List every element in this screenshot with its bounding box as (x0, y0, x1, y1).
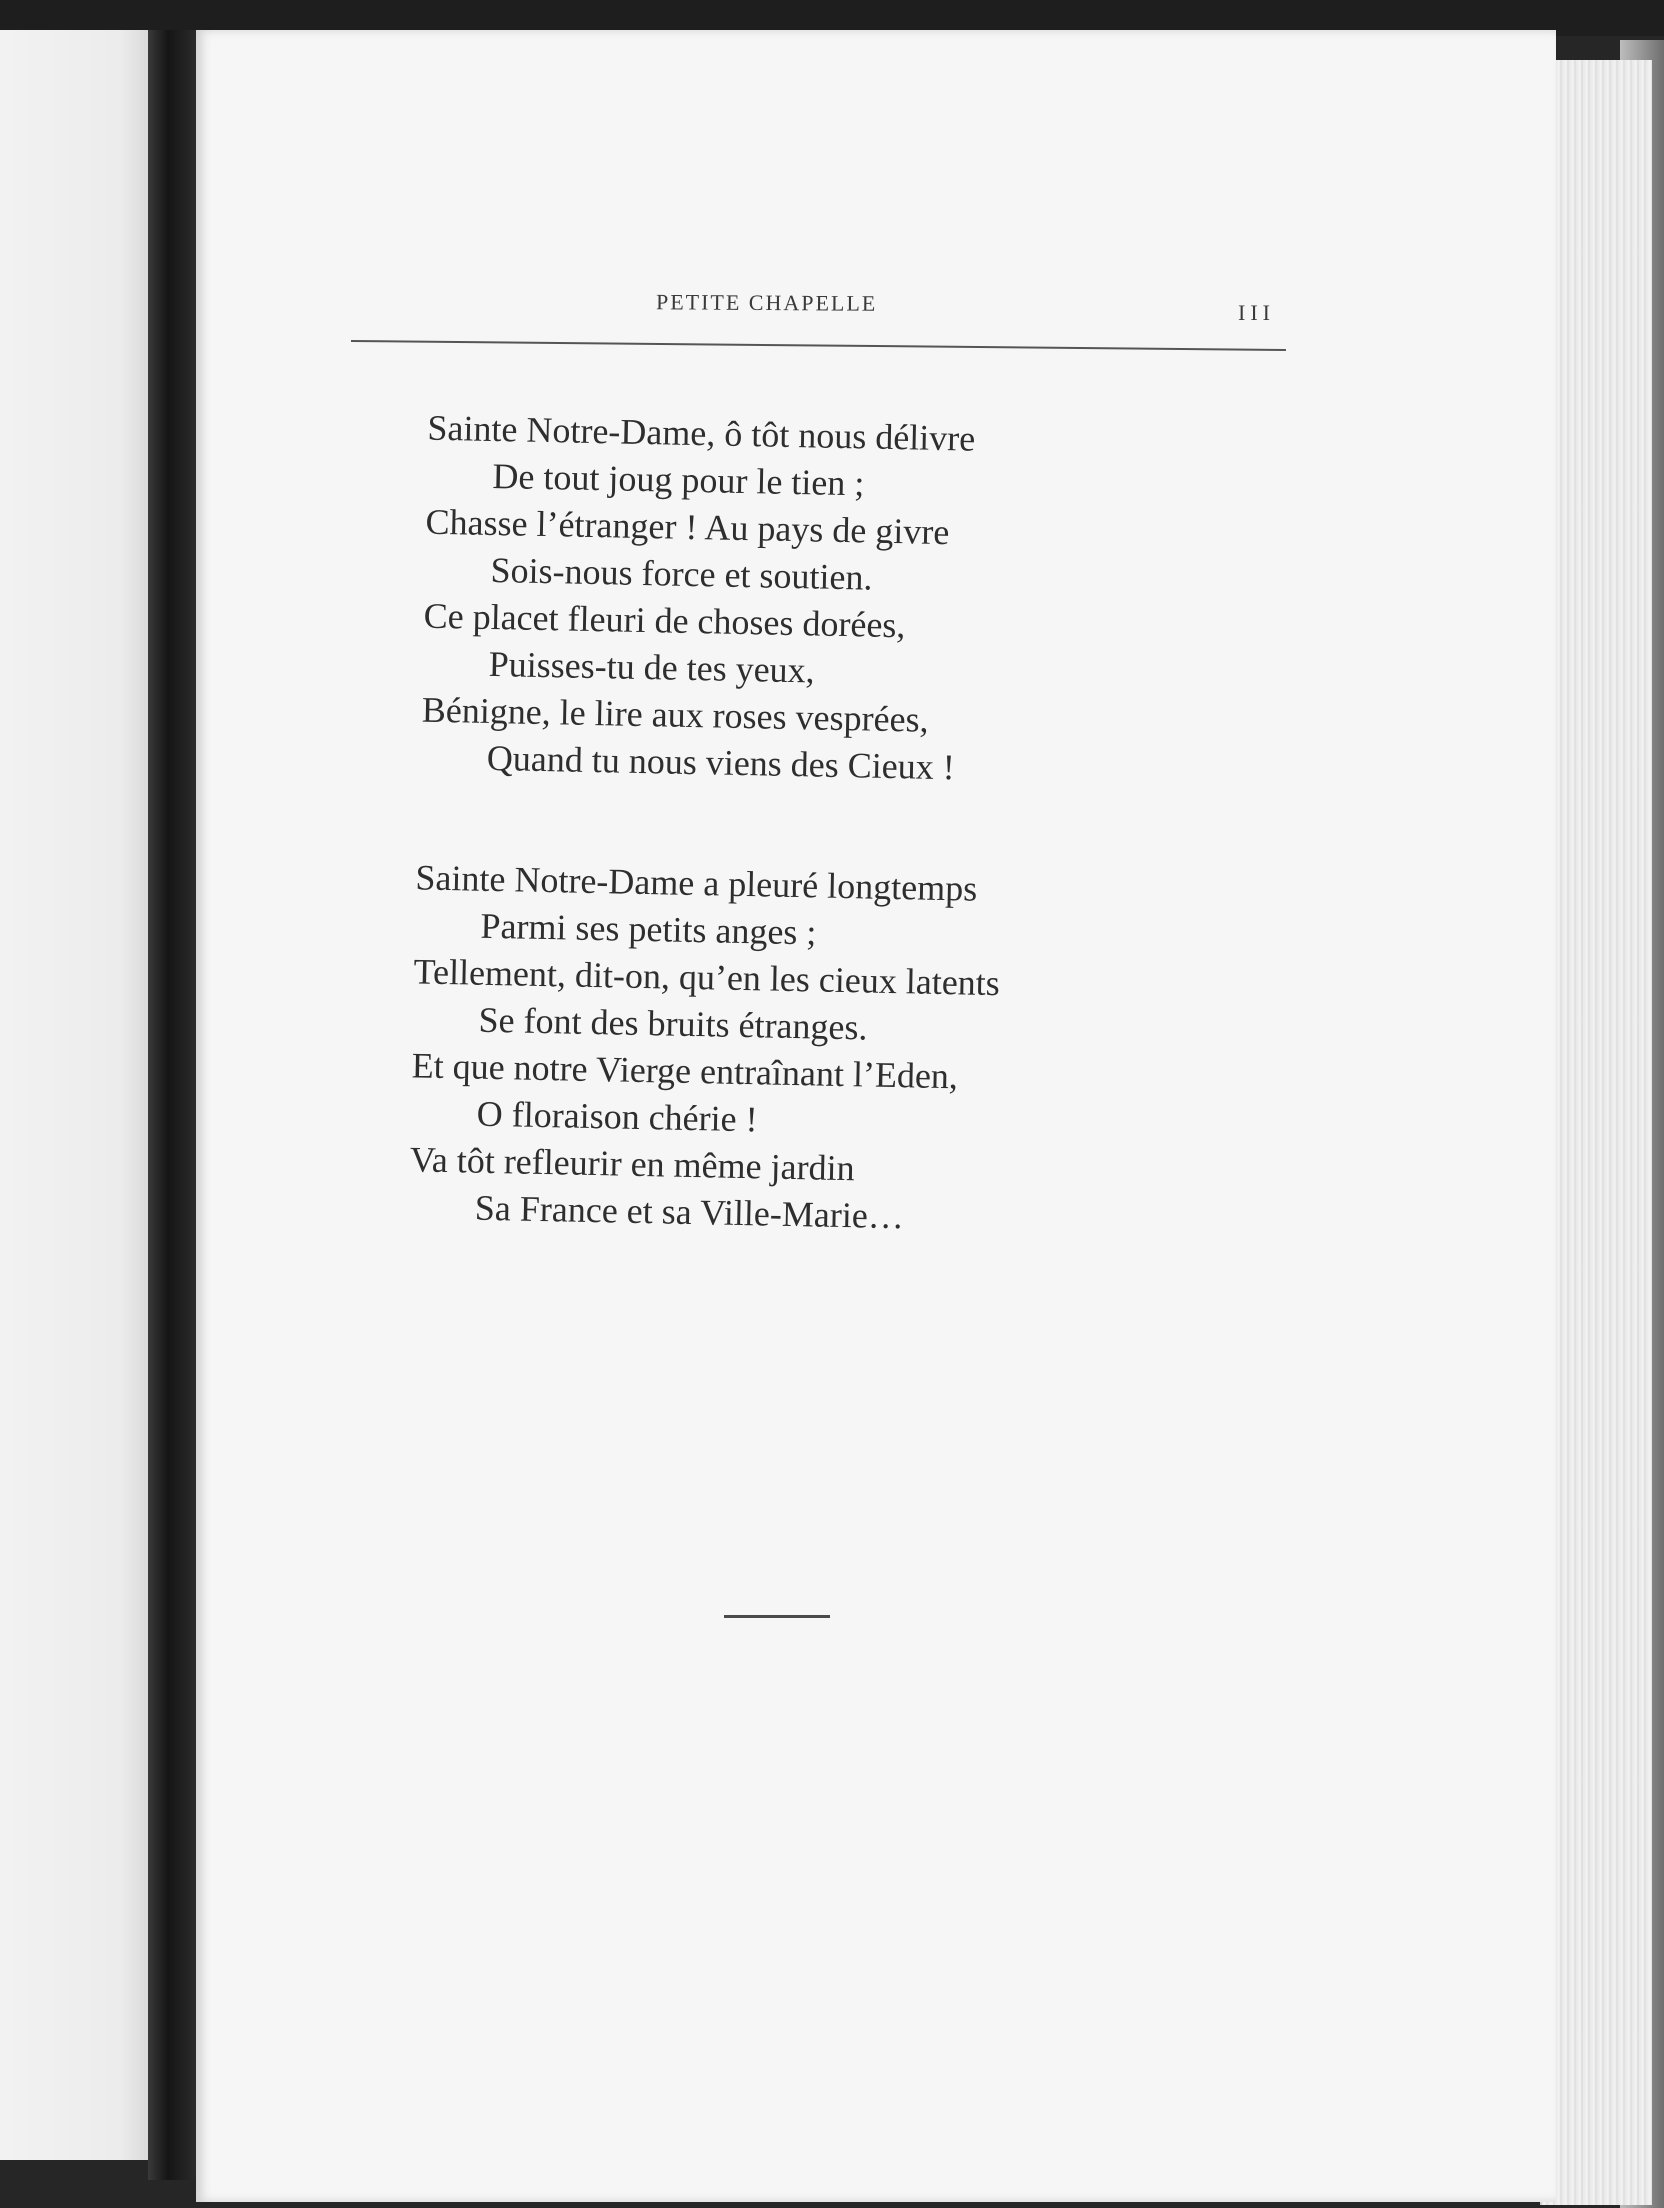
poem-line: Et que notre Vierge entraînant l’Eden, (411, 1045, 959, 1097)
poem-line: Sa France et sa Ville-Marie… (474, 1187, 905, 1237)
facing-page (0, 30, 150, 2160)
poem-line: Se font des bruits étranges. (478, 999, 868, 1048)
poem-line: Tellement, dit-on, qu’en les cieux latents (413, 951, 1001, 1004)
poem-line: Bénigne, le lire aux roses vesprées, (421, 689, 929, 740)
stanza-2 (188, 850, 1555, 1253)
running-head (196, 260, 1556, 325)
stanza-1 (188, 400, 1555, 803)
poem-line: Ce placet fleuri de choses dorées, (423, 595, 906, 646)
poem-line: Quand tu nous viens des Cieux ! (486, 737, 956, 788)
poem-line: Puisses-tu de tes yeux, (488, 643, 816, 691)
poem-line: Parmi ses petits anges ; (480, 905, 817, 953)
closing-rule (724, 1615, 830, 1618)
page-number: III (1238, 300, 1275, 325)
poem-line: Va tôt refleurir en même jardin (409, 1139, 855, 1189)
poem-line: Sainte Notre-Dame a pleuré longtemps (415, 857, 978, 909)
poem-line: Sainte Notre-Dame, ô tôt nous délivre (427, 407, 976, 459)
poem-line: De tout joug pour le tien ; (492, 455, 865, 504)
poem-line: O floraison chérie ! (476, 1093, 758, 1140)
running-head-title: PETITE CHAPELLE (655, 289, 878, 316)
page-edges (1540, 60, 1652, 2205)
poem-line: Chasse l’étranger ! Au pays de givre (425, 501, 950, 553)
header-rule (351, 340, 1286, 351)
poem-line: Sois-nous force et soutien. (490, 549, 873, 598)
book-page (196, 30, 1556, 2202)
